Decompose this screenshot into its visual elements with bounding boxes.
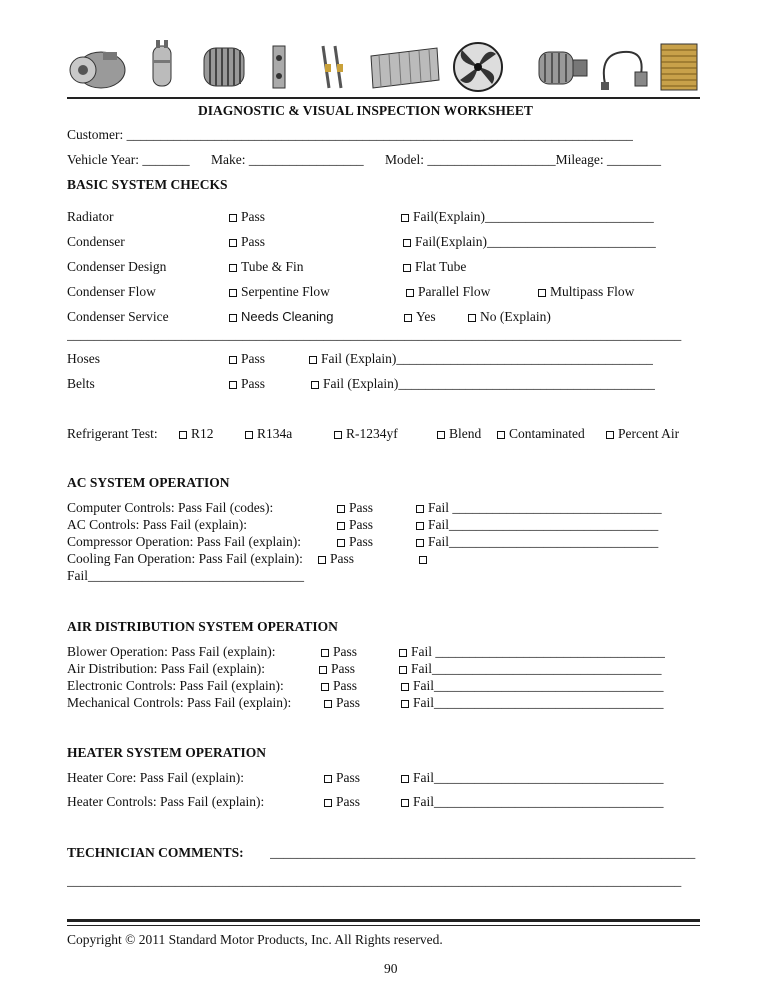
mechanical-controls-fail[interactable]: Fail__________________________________: [401, 695, 664, 711]
checkbox[interactable]: [229, 239, 237, 247]
computer-controls-fail[interactable]: Fail _______________________________: [416, 500, 662, 516]
blower-operation-fail[interactable]: Fail __________________________________: [399, 644, 665, 660]
checkbox[interactable]: [403, 239, 411, 247]
checkbox[interactable]: [229, 264, 237, 272]
flat-tube-option[interactable]: Flat Tube: [403, 259, 466, 275]
checkbox[interactable]: [318, 556, 326, 564]
checkbox[interactable]: [229, 214, 237, 222]
checkbox[interactable]: [399, 666, 407, 674]
vehicle-make-field[interactable]: Make: _________________: [211, 152, 364, 167]
checkbox[interactable]: [337, 522, 345, 530]
compressor-operation-label: Compressor Operation: Pass Fail (explain):: [67, 534, 301, 549]
copyright-text: Copyright © 2011 Standard Motor Products, Inc. All Rights reserved.: [67, 932, 443, 947]
blower-motor-icon: [535, 44, 591, 92]
multipass-flow-option[interactable]: Multipass Flow: [538, 284, 634, 300]
air-distribution-pass[interactable]: Pass: [319, 661, 355, 677]
page-number: 90: [384, 961, 398, 976]
refrigerant-test-label: Refrigerant Test:: [67, 426, 158, 441]
checkbox[interactable]: [406, 289, 414, 297]
checkbox[interactable]: [437, 431, 445, 439]
hose-fittings-icon: [313, 42, 353, 92]
checkbox[interactable]: [229, 289, 237, 297]
belts-fail-option[interactable]: Fail (Explain)______________________________________: [311, 376, 655, 392]
condenser-flow-label: Condenser Flow: [67, 284, 156, 299]
accumulator-icon: [147, 40, 177, 94]
parallel-flow-option[interactable]: Parallel Flow: [406, 284, 490, 300]
contaminated-option[interactable]: Contaminated: [497, 426, 585, 442]
checkbox[interactable]: [245, 431, 253, 439]
basic-checks-heading: BASIC SYSTEM CHECKS: [67, 177, 228, 192]
compressor-operation-pass[interactable]: Pass: [337, 534, 373, 550]
checkbox[interactable]: [401, 683, 409, 691]
heater-controls-pass[interactable]: Pass: [324, 794, 360, 810]
air-distribution-heading: AIR DISTRIBUTION SYSTEM OPERATION: [67, 619, 338, 634]
fan-icon: [450, 40, 506, 94]
electronic-controls-fail[interactable]: Fail__________________________________: [401, 678, 664, 694]
r12-option[interactable]: R12: [179, 426, 214, 442]
electronic-controls-pass[interactable]: Pass: [321, 678, 357, 694]
ac-controls-fail[interactable]: Fail_______________________________: [416, 517, 658, 533]
air-distribution-label: Air Distribution: Pass Fail (explain):: [67, 661, 265, 676]
technician-comments-line-2[interactable]: ___________________________________________________________________________________________: [67, 873, 682, 888]
checkbox[interactable]: [419, 556, 427, 564]
cooling-fan-fail-line[interactable]: Fail________________________________: [67, 568, 305, 583]
checkbox[interactable]: [416, 539, 424, 547]
checkbox[interactable]: [229, 381, 237, 389]
ac-controls-label: AC Controls: Pass Fail (explain):: [67, 517, 247, 532]
separator-line: ___________________________________________________________________________________________: [67, 327, 682, 342]
blower-operation-label: Blower Operation: Pass Fail (explain):: [67, 644, 276, 659]
page-title: DIAGNOSTIC & VISUAL INSPECTION WORKSHEET: [198, 103, 533, 118]
header-rule: [67, 97, 700, 99]
checkbox[interactable]: [416, 522, 424, 530]
condenser-service-label: Condenser Service: [67, 309, 169, 324]
service-yes-option[interactable]: Yes: [404, 309, 436, 325]
checkbox[interactable]: [401, 799, 409, 807]
checkbox[interactable]: [229, 314, 237, 322]
mechanical-controls-label: Mechanical Controls: Pass Fail (explain):: [67, 695, 292, 710]
blower-wheel-icon: [200, 42, 248, 92]
checkbox[interactable]: [337, 505, 345, 513]
checkbox[interactable]: [311, 381, 319, 389]
checkbox[interactable]: [334, 431, 342, 439]
checkbox[interactable]: [416, 505, 424, 513]
hoses-fail-option[interactable]: Fail (Explain)______________________________________: [309, 351, 653, 367]
checkbox[interactable]: [401, 700, 409, 708]
checkbox[interactable]: [179, 431, 187, 439]
expansion-valve-icon: [265, 42, 295, 92]
r134a-option[interactable]: R134a: [245, 426, 292, 442]
checkbox[interactable]: [321, 683, 329, 691]
compressor-operation-fail[interactable]: Fail_______________________________: [416, 534, 658, 550]
footer-rule-thin: [67, 925, 700, 926]
condenser-design-label: Condenser Design: [67, 259, 167, 274]
heater-core-pass[interactable]: Pass: [324, 770, 360, 786]
technician-comments-label: TECHNICIAN COMMENTS:: [67, 845, 244, 860]
evaporator-icon: [657, 40, 701, 94]
radiator-fail-option[interactable]: Fail(Explain)_________________________: [401, 209, 654, 225]
electronic-controls-label: Electronic Controls: Pass Fail (explain):: [67, 678, 284, 693]
checkbox[interactable]: [319, 666, 327, 674]
cooling-fan-fail[interactable]: [419, 551, 431, 567]
checkbox[interactable]: [606, 431, 614, 439]
cooling-fan-label: Cooling Fan Operation: Pass Fail (explain):: [67, 551, 303, 566]
tube-fin-option[interactable]: Tube & Fin: [229, 259, 304, 275]
ac-compressor-icon: [67, 46, 131, 92]
belts-pass-option[interactable]: Pass: [229, 376, 265, 392]
checkbox[interactable]: [401, 214, 409, 222]
cooling-fan-pass[interactable]: Pass: [318, 551, 354, 567]
heater-controls-label: Heater Controls: Pass Fail (explain):: [67, 794, 265, 809]
hoses-label: Hoses: [67, 351, 100, 366]
computer-controls-pass[interactable]: Pass: [337, 500, 373, 516]
radiator-pass-option[interactable]: Pass: [229, 209, 265, 225]
mechanical-controls-pass[interactable]: Pass: [324, 695, 360, 711]
serpentine-flow-option[interactable]: Serpentine Flow: [229, 284, 330, 300]
service-no-option[interactable]: No (Explain): [468, 309, 551, 325]
checkbox[interactable]: [401, 775, 409, 783]
header-icon-strip: [65, 38, 705, 96]
heater-controls-fail[interactable]: Fail__________________________________: [401, 794, 664, 810]
checkbox[interactable]: [324, 700, 332, 708]
blower-operation-pass[interactable]: Pass: [321, 644, 357, 660]
heater-core-label: Heater Core: Pass Fail (explain):: [67, 770, 244, 785]
percent-air-option[interactable]: Percent Air: [606, 426, 679, 442]
checkbox[interactable]: [324, 799, 332, 807]
air-distribution-fail[interactable]: Fail__________________________________: [399, 661, 662, 677]
checkbox[interactable]: [497, 431, 505, 439]
footer-rule-thick: [67, 919, 700, 922]
checkbox[interactable]: [337, 539, 345, 547]
checkbox[interactable]: [403, 264, 411, 272]
ac-operation-heading: AC SYSTEM OPERATION: [67, 475, 230, 490]
checkbox[interactable]: [309, 356, 317, 364]
customer-field[interactable]: Customer: ___________________________________________________________________________: [67, 127, 633, 142]
condenser-icon: [365, 46, 445, 90]
checkbox[interactable]: [468, 314, 476, 322]
hoses-pass-option[interactable]: Pass: [229, 351, 265, 367]
vehicle-year-field[interactable]: Vehicle Year: _______: [67, 152, 190, 167]
condenser-pass-option[interactable]: Pass: [229, 234, 265, 250]
condenser-label: Condenser: [67, 234, 125, 249]
checkbox[interactable]: [404, 314, 412, 322]
checkbox[interactable]: [229, 356, 237, 364]
checkbox[interactable]: [538, 289, 546, 297]
radiator-label: Radiator: [67, 209, 114, 224]
blend-option[interactable]: Blend: [437, 426, 481, 442]
checkbox[interactable]: [399, 649, 407, 657]
condenser-fail-option[interactable]: Fail(Explain)_________________________: [403, 234, 656, 250]
pressure-switch-icon: [595, 44, 651, 92]
checkbox[interactable]: [321, 649, 329, 657]
technician-comments-line[interactable]: _______________________________________________________________: [270, 845, 696, 860]
heater-core-fail[interactable]: Fail__________________________________: [401, 770, 664, 786]
r1234yf-option[interactable]: R-1234yf: [334, 426, 398, 442]
vehicle-model-mileage-field[interactable]: Model: ___________________Mileage: ________: [385, 152, 661, 167]
computer-controls-label: Computer Controls: Pass Fail (codes):: [67, 500, 274, 515]
heater-operation-heading: HEATER SYSTEM OPERATION: [67, 745, 267, 760]
checkbox[interactable]: [324, 775, 332, 783]
belts-label: Belts: [67, 376, 95, 391]
needs-cleaning-option[interactable]: Needs Cleaning: [229, 309, 334, 325]
ac-controls-pass[interactable]: Pass: [337, 517, 373, 533]
